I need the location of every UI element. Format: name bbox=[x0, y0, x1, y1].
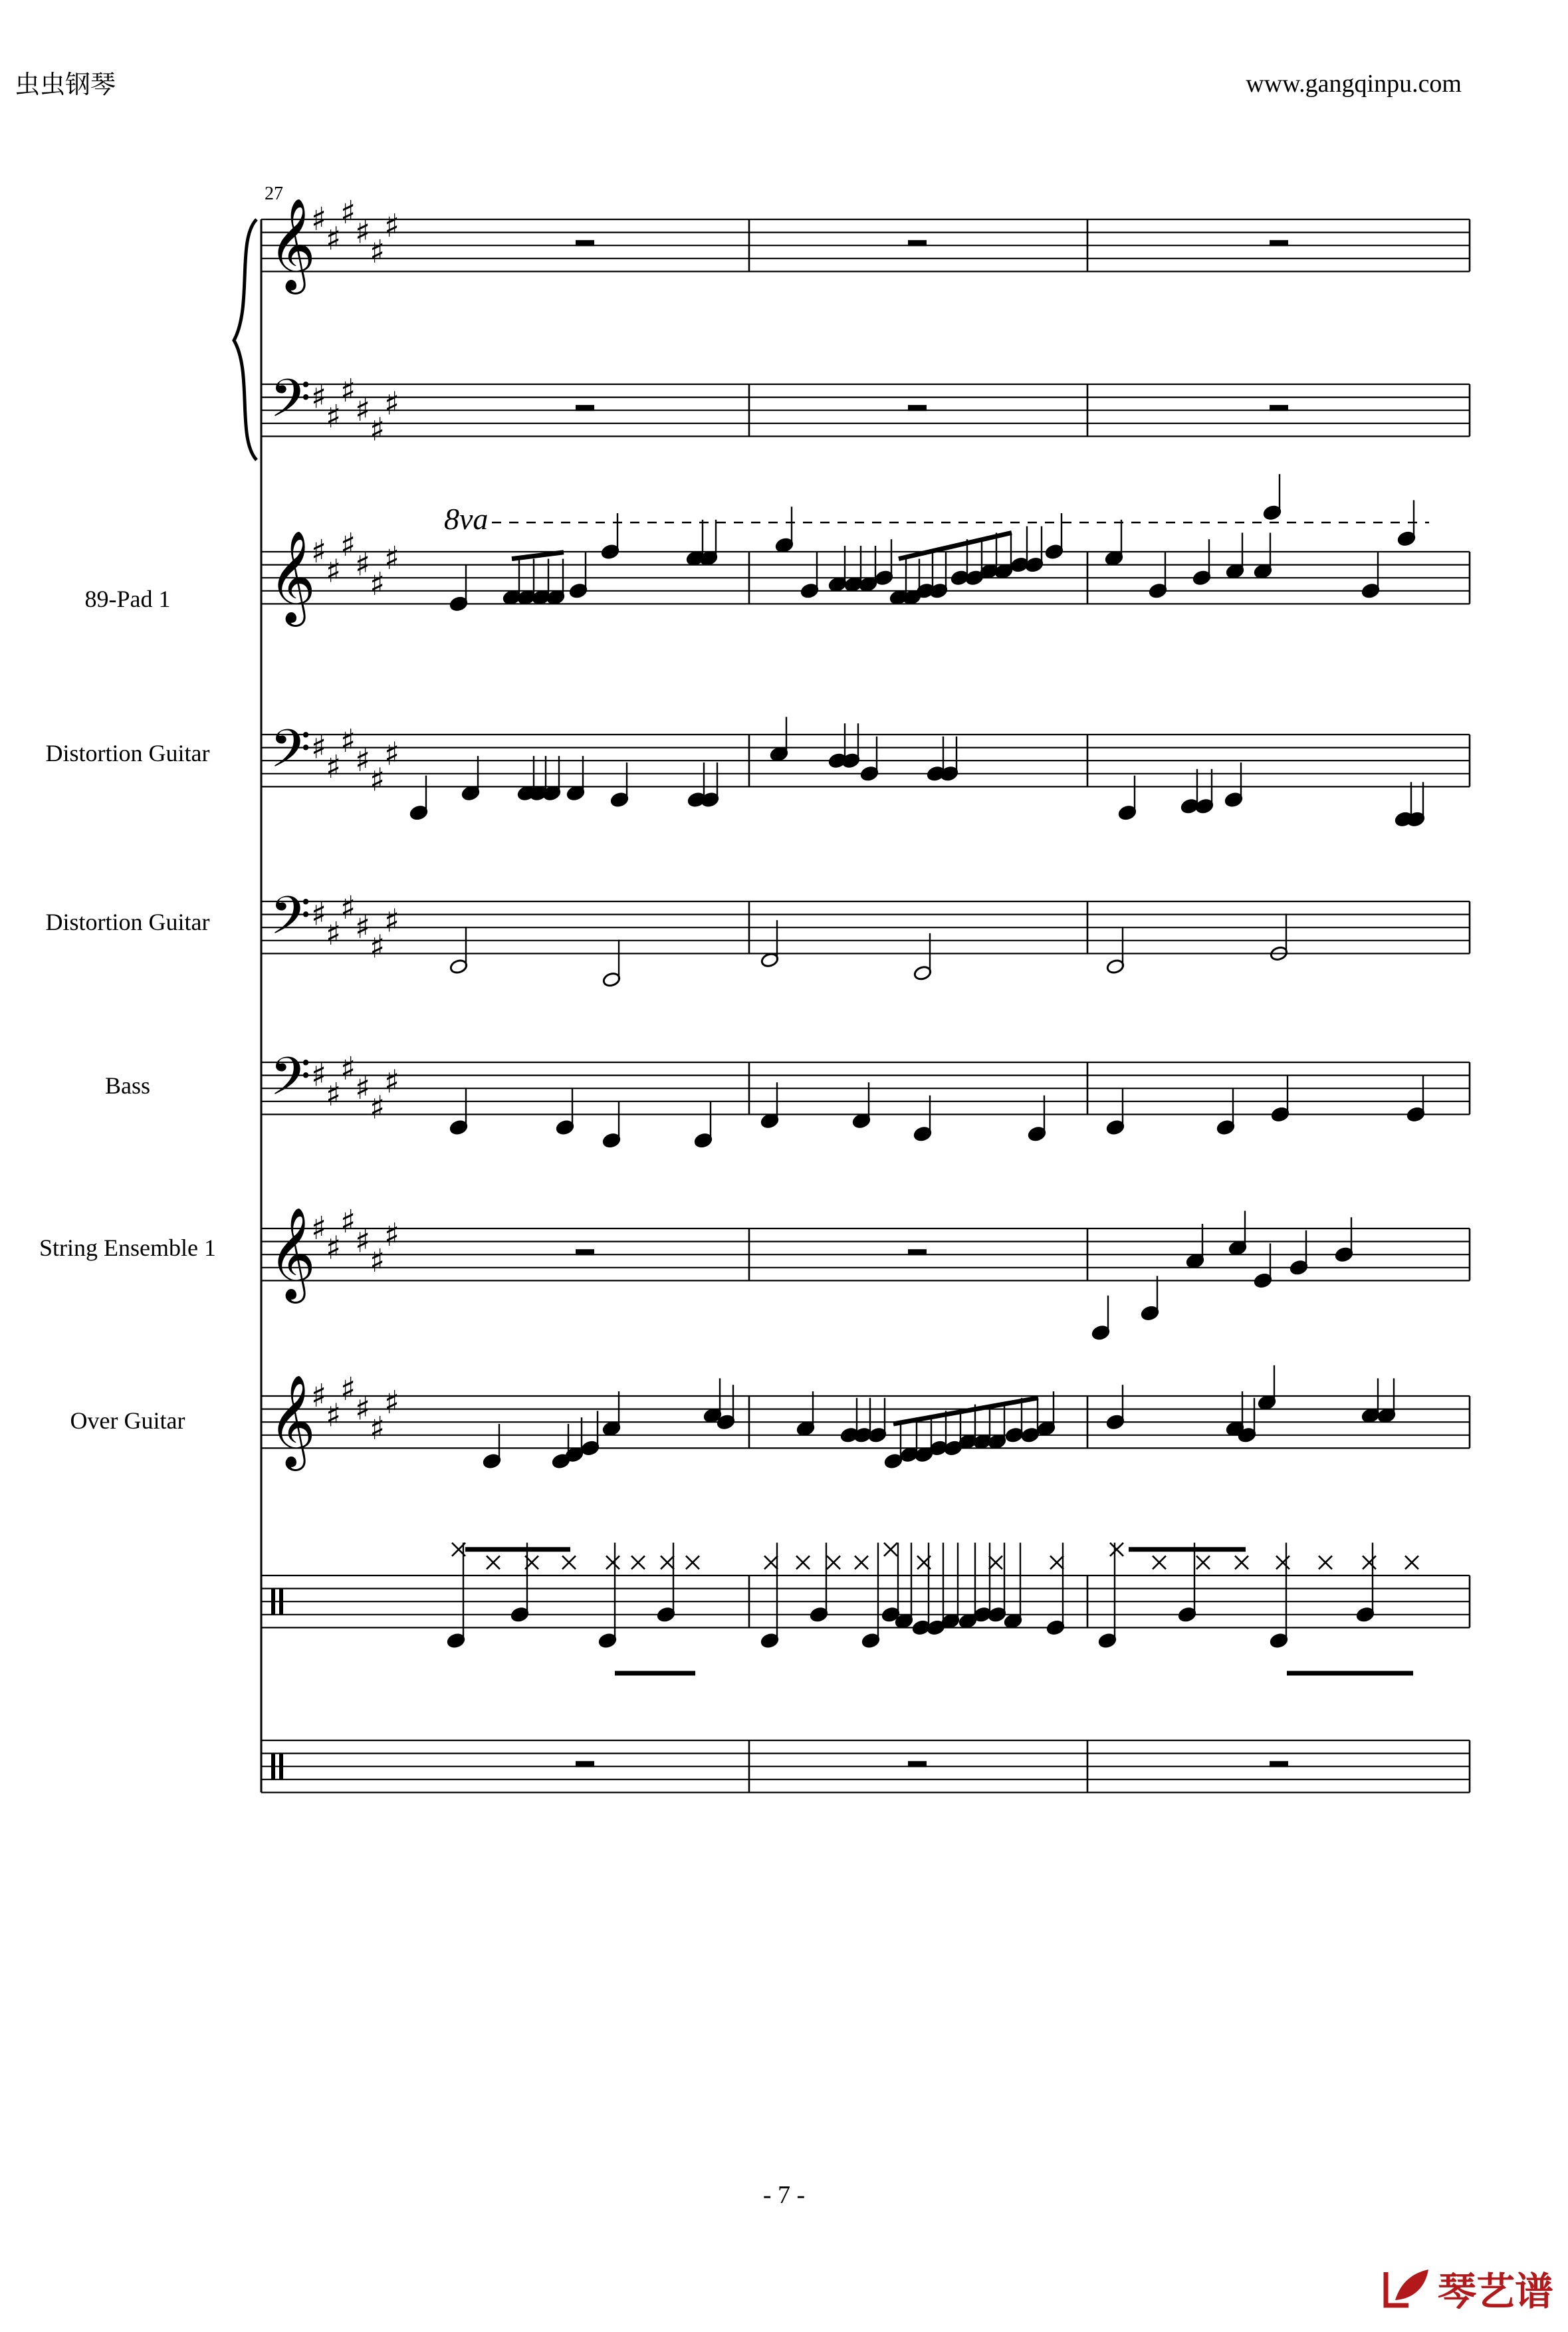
notation-marks bbox=[234, 194, 1429, 1792]
whole-rest bbox=[908, 240, 927, 246]
leaf-logo-icon bbox=[1382, 2266, 1432, 2311]
bass-clef-icon: 𝄢 bbox=[270, 718, 311, 792]
instrument-label-pad: 89-Pad 1 bbox=[84, 586, 171, 612]
sharp-sign: ♯ bbox=[326, 1076, 342, 1113]
percussion-clef-icon bbox=[271, 1589, 275, 1615]
sharp-sign: ♯ bbox=[384, 1383, 400, 1421]
bass-clef-icon: 𝄢 bbox=[270, 368, 311, 442]
instrument-label-distortion-guitar-1: Distortion Guitar bbox=[45, 740, 210, 766]
percussion-clef-icon bbox=[271, 1754, 275, 1780]
sharp-sign: ♯ bbox=[370, 1242, 386, 1280]
sharp-sign: ♯ bbox=[311, 895, 327, 933]
sharp-sign: ♯ bbox=[370, 1089, 386, 1127]
sharp-sign: ♯ bbox=[370, 1410, 386, 1447]
treble-clef-icon: 𝄞 bbox=[269, 530, 316, 623]
note-beam bbox=[899, 532, 1012, 558]
instrument-label-over-guitar: Over Guitar bbox=[70, 1407, 185, 1434]
whole-rest bbox=[576, 1761, 594, 1767]
sharp-sign: ♯ bbox=[384, 385, 400, 423]
sharp-sign: ♯ bbox=[384, 539, 400, 577]
sharp-sign: ♯ bbox=[370, 411, 386, 449]
percussion-clef-icon bbox=[279, 1589, 283, 1615]
sharp-sign: ♯ bbox=[311, 533, 327, 570]
logo-text: 琴艺谱 bbox=[1437, 2269, 1553, 2314]
sharp-sign: ♯ bbox=[326, 220, 342, 258]
whole-rest bbox=[908, 1249, 927, 1255]
sharp-sign: ♯ bbox=[326, 552, 342, 590]
sharp-sign: ♯ bbox=[326, 398, 342, 435]
sharp-sign: ♯ bbox=[340, 1203, 356, 1241]
sharp-sign: ♯ bbox=[326, 1229, 342, 1267]
sharp-sign: ♯ bbox=[311, 729, 327, 766]
sharp-sign: ♯ bbox=[355, 213, 371, 251]
site-url[interactable]: www.gangqinpu.com bbox=[1246, 70, 1462, 98]
instrument-label-bass: Bass bbox=[104, 1072, 150, 1099]
bass-clef-icon: 𝄢 bbox=[270, 885, 311, 959]
sharp-sign: ♯ bbox=[384, 207, 400, 245]
sharp-sign: ♯ bbox=[326, 915, 342, 953]
sharp-sign: ♯ bbox=[370, 566, 386, 603]
sharp-sign: ♯ bbox=[384, 1216, 400, 1254]
sharp-sign: ♯ bbox=[340, 722, 356, 760]
sharp-sign: ♯ bbox=[311, 201, 327, 238]
sharp-sign: ♯ bbox=[311, 1210, 327, 1247]
sharp-sign: ♯ bbox=[311, 1377, 327, 1415]
note-beam bbox=[512, 552, 564, 559]
sharp-sign: ♯ bbox=[340, 194, 356, 232]
whole-rest bbox=[1270, 240, 1288, 246]
sharp-sign: ♯ bbox=[311, 1056, 327, 1094]
site-name: 虫虫钢琴 bbox=[15, 70, 116, 99]
sharp-sign: ♯ bbox=[355, 392, 371, 429]
sharp-sign: ♯ bbox=[340, 1371, 356, 1409]
note-beam bbox=[893, 1398, 1038, 1424]
sharp-sign: ♯ bbox=[384, 1063, 400, 1101]
instrument-label-string-ensemble: String Ensemble 1 bbox=[39, 1234, 216, 1261]
sharp-sign: ♯ bbox=[326, 1397, 342, 1435]
whole-rest bbox=[576, 1249, 594, 1255]
sharp-sign: ♯ bbox=[326, 749, 342, 786]
sharp-sign: ♯ bbox=[355, 742, 371, 780]
whole-rest bbox=[908, 405, 927, 411]
sharp-sign: ♯ bbox=[370, 233, 386, 271]
whole-rest bbox=[576, 405, 594, 411]
piano-brace bbox=[234, 219, 257, 460]
sharp-sign: ♯ bbox=[311, 378, 327, 416]
treble-clef-icon: 𝄞 bbox=[269, 1375, 316, 1467]
sharp-sign: ♯ bbox=[355, 1070, 371, 1108]
whole-rest bbox=[908, 1761, 927, 1767]
sharp-sign: ♯ bbox=[384, 902, 400, 940]
sharp-sign: ♯ bbox=[340, 1050, 356, 1088]
sharp-sign: ♯ bbox=[340, 372, 356, 409]
measure-number: 27 bbox=[265, 183, 283, 204]
sharp-sign: ♯ bbox=[370, 761, 386, 799]
brand-logo[interactable] bbox=[1382, 2260, 1553, 2316]
sharp-sign: ♯ bbox=[340, 526, 356, 564]
treble-clef-icon: 𝄞 bbox=[269, 198, 316, 291]
whole-rest bbox=[1270, 1761, 1288, 1767]
instrument-label-distortion-guitar-2: Distortion Guitar bbox=[45, 909, 210, 935]
octave-mark: 8va bbox=[444, 502, 489, 536]
sharp-sign: ♯ bbox=[384, 735, 400, 773]
percussion-clef-icon bbox=[279, 1754, 283, 1780]
sharp-sign: ♯ bbox=[355, 546, 371, 584]
bass-clef-icon: 𝄢 bbox=[270, 1046, 311, 1120]
sharp-sign: ♯ bbox=[355, 1390, 371, 1428]
sharp-sign: ♯ bbox=[355, 1223, 371, 1260]
whole-rest bbox=[576, 240, 594, 246]
treble-clef-icon: 𝄞 bbox=[269, 1207, 316, 1300]
sharp-sign: ♯ bbox=[370, 928, 386, 966]
whole-rest bbox=[1270, 405, 1288, 411]
sharp-sign: ♯ bbox=[355, 909, 371, 947]
sharp-sign: ♯ bbox=[340, 889, 356, 927]
page-number: - 7 - bbox=[762, 2181, 806, 2209]
